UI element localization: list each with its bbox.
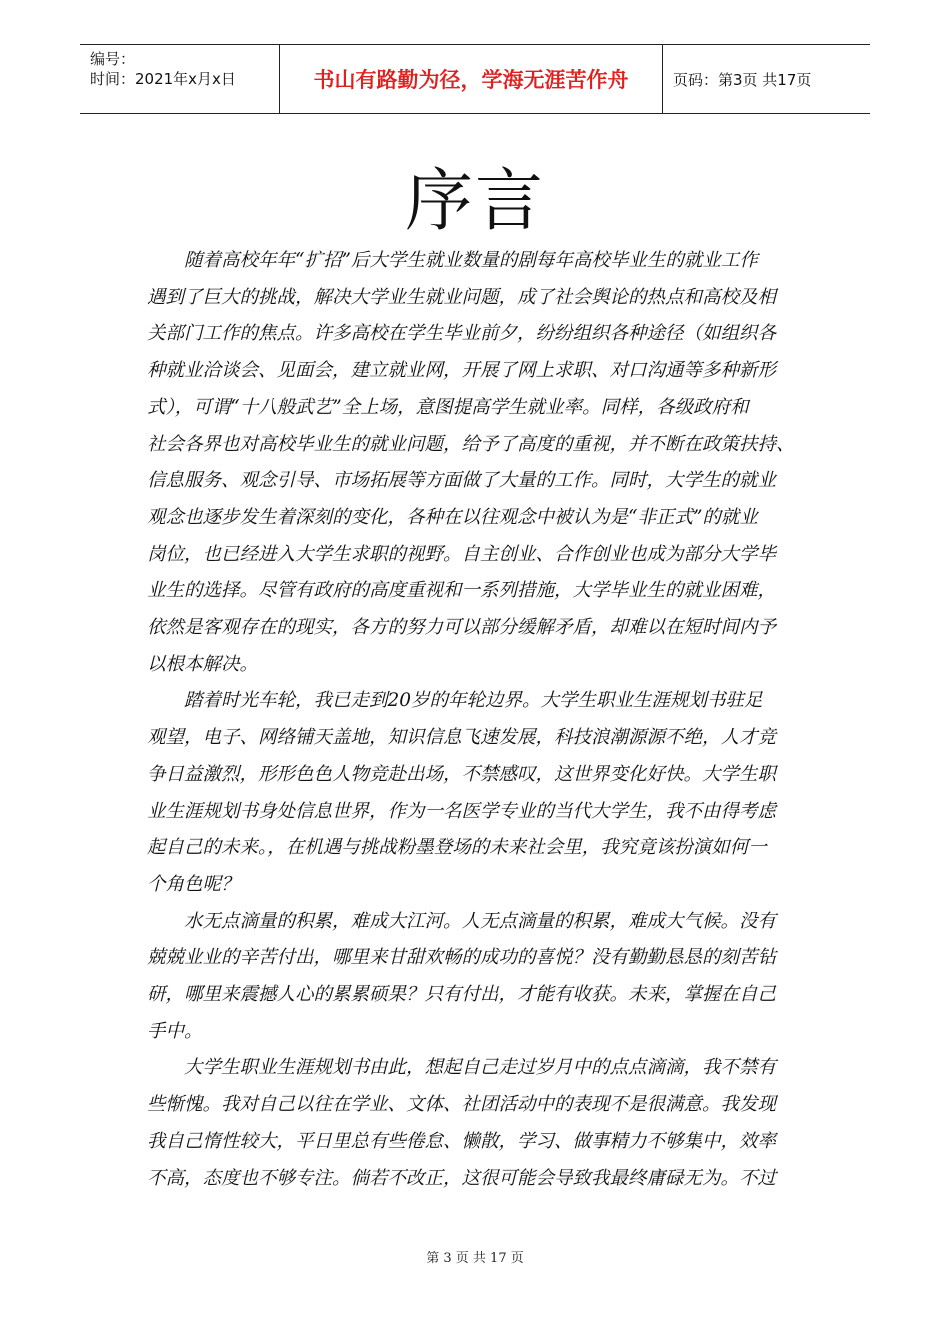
- document-code-label: 编号：: [90, 50, 136, 68]
- paragraph: [147, 904, 827, 1051]
- page-footer: 第 3 页 共 17 页: [426, 1251, 524, 1266]
- paragraph-line: 遇到了巨大的挑战，解决大学业生就业问题，成了社会舆论的热点和高校及相: [147, 286, 777, 308]
- paragraph-line: 观念也逐步发生着深刻的变化，各种在以往观念中被认为是“非正式”的就业: [147, 506, 758, 528]
- paragraph-line: 不高，态度也不够专注。倘若不改正，这很可能会导致我最终庸碌无为。不过: [147, 1167, 777, 1189]
- body-text: [147, 243, 827, 1197]
- paragraph-line: 我自己惰性较大，平日里总有些倦怠、懒散，学习、做事精力不够集中，效率: [147, 1130, 777, 1152]
- paragraph: [147, 243, 827, 683]
- paragraph-line: 业生涯规划书身处信息世界，作为一名医学专业的当代大学生，我不由得考虑: [147, 800, 777, 822]
- document-date: 时间：2021年x月x日: [90, 70, 236, 88]
- paragraph-line: 种就业洽谈会、见面会，建立就业网，开展了网上求职、对口沟通等多种新形: [147, 360, 777, 382]
- paragraph: [147, 683, 827, 903]
- paragraph-line: 个角色呢？: [147, 873, 240, 895]
- paragraph-line: 依然是客观存在的现实，各方的努力可以部分缓解矛盾，却难以在短时间内予: [147, 617, 777, 639]
- paragraph-line: 争日益激烈，形形色色人物竞赴出场，不禁感叹，这世界变化好快。大学生职: [147, 763, 777, 785]
- paragraph-line: 兢兢业业的辛苦付出，哪里来甘甜欢畅的成功的喜悦？没有勤勤恳恳的刻苦钻: [147, 947, 777, 969]
- paragraph-line: 观望，电子、网络铺天盖地，知识信息飞速发展，科技浪潮源源不绝，人才竞: [147, 727, 777, 749]
- paragraph: [147, 1050, 827, 1197]
- paragraph-line: 起自己的未来。，在机遇与挑战粉墨登场的未来社会里，我究竟该扮演如何一: [147, 837, 767, 859]
- paragraph-line: 岗位，也已经进入大学生求职的视野。自主创业、合作创业也成为部分大学毕: [147, 543, 777, 565]
- paragraph-line: 研，哪里来震撼人心的累累硕果？只有付出，才能有收获。未来，掌握在自己: [147, 984, 777, 1006]
- paragraph-line: 水无点滴量的积累，难成大江河。人无点滴量的积累，难成大气候。没有: [184, 910, 777, 932]
- page-title: 序言: [404, 162, 545, 241]
- paragraph-line: 社会各界也对高校毕业生的就业问题，给予了高度的重视，并不断在政策扶持、: [147, 433, 795, 455]
- paragraph-line: 大学生职业生涯规划书由此，想起自己走过岁月中的点点滴滴，我不禁有: [184, 1057, 777, 1079]
- paragraph-line: 关部门工作的焦点。许多高校在学生毕业前夕，纷纷组织各种途径（如组织各: [147, 323, 777, 345]
- page-header: [80, 44, 870, 114]
- paragraph-line: 踏着时光车轮，我已走到20岁的年轮边界。大学生职业生涯规划书驻足: [184, 690, 763, 712]
- paragraph-line: 业生的选择。尽管有政府的高度重视和一系列措施，大学毕业生的就业困难，: [147, 580, 777, 602]
- paragraph-line: 手中。: [147, 1020, 203, 1042]
- paragraph-line: 些惭愧。我对自己以往在学业、文体、社团活动中的表现不是很满意。我发现: [147, 1094, 777, 1116]
- header-motto: 书山有路勤为径，学海无涯苦作舟: [280, 45, 663, 113]
- header-page-info: 页码：第3页 共17页: [673, 70, 812, 89]
- paragraph-line: 信息服务、观念引导、市场拓展等方面做了大量的工作。同时，大学生的就业: [147, 470, 777, 492]
- header-meta: [80, 45, 280, 113]
- paragraph-line: 以根本解决。: [147, 653, 259, 675]
- paragraph-line: 随着高校年年“扩招”后大学生就业数量的剧每年高校毕业生的就业工作: [184, 250, 758, 271]
- paragraph-line: 式），可谓“十八般武艺”全上场，意图提高学生就业率。同样，各级政府和: [147, 396, 749, 418]
